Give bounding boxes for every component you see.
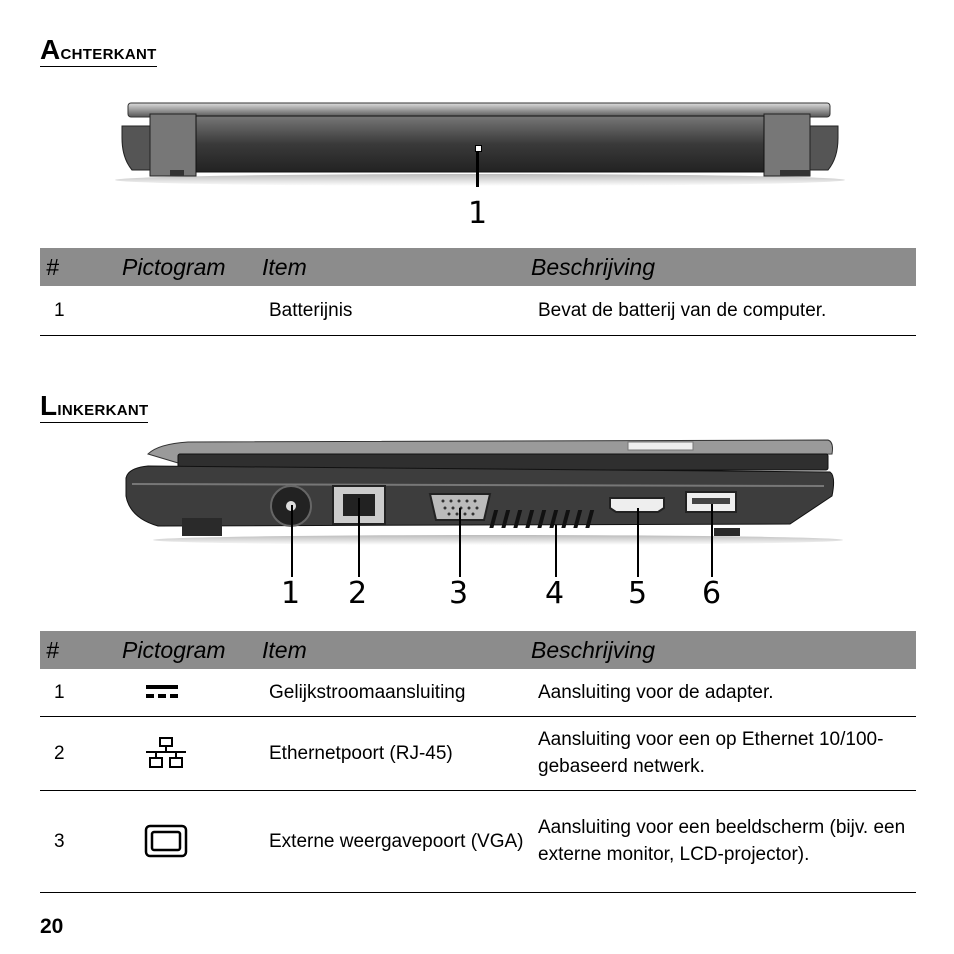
row-num: 2: [40, 716, 122, 790]
callout-line: [291, 505, 293, 577]
row-item: Externe weergavepoort (VGA): [262, 790, 531, 892]
section-title-achterkant: Achterkant: [40, 34, 157, 65]
page-number: 20: [40, 915, 64, 938]
header-item: Item: [262, 248, 531, 286]
table-header-row: [40, 631, 916, 669]
row-num: 3: [40, 790, 122, 892]
row-num: 1: [40, 286, 122, 335]
header-num: #: [40, 631, 122, 669]
row-item: Gelijkstroomaansluiting: [262, 669, 531, 716]
row-item: Ethernetpoort (RJ-45): [262, 716, 531, 790]
callout-number: 4: [545, 576, 565, 611]
callout-line: [358, 498, 360, 577]
table-row: [40, 669, 916, 716]
left-view-illustration: [118, 436, 848, 546]
row-icon: [122, 716, 262, 790]
row-desc: Aansluiting voor de adapter.: [531, 669, 916, 716]
row-icon: [122, 286, 262, 335]
callout-number: 2: [348, 576, 368, 611]
table-row: [40, 286, 916, 335]
header-pictogram: Pictogram: [122, 631, 262, 669]
table-row: [40, 790, 916, 892]
callout-number: 3: [449, 576, 469, 611]
callout-number: 1: [468, 196, 488, 231]
left-table: [40, 631, 916, 893]
table-header-row: [40, 248, 916, 286]
callout-marker: [475, 145, 482, 152]
callout-number: 1: [281, 576, 301, 611]
dc-in-icon: [144, 681, 180, 703]
row-item: Batterijnis: [262, 286, 531, 335]
callout-line: [637, 508, 639, 577]
row-icon: [122, 669, 262, 716]
row-desc: Bevat de batterij van de computer.: [531, 286, 916, 335]
callout-number: 6: [702, 576, 722, 611]
vga-icon: [144, 824, 188, 858]
callout-line: [711, 504, 713, 577]
row-icon: [122, 790, 262, 892]
header-num: #: [40, 248, 122, 286]
section-title-linkerkant: Linkerkant: [40, 390, 149, 421]
callout-line: [459, 508, 461, 577]
ethernet-icon: [144, 736, 188, 770]
row-num: 1: [40, 669, 122, 716]
callout-number: 5: [628, 576, 648, 611]
header-item: Item: [262, 631, 531, 669]
header-description: Beschrijving: [531, 631, 916, 669]
row-desc: Aansluiting voor een beeldscherm (bijv. een externe monitor, LCD-projector).: [531, 790, 916, 892]
callout-line: [555, 525, 557, 577]
rear-table: [40, 248, 916, 336]
header-pictogram: Pictogram: [122, 248, 262, 286]
header-description: Beschrijving: [531, 248, 916, 286]
row-desc: Aansluiting voor een op Ethernet 10/100-gebaseerd netwerk.: [531, 716, 916, 790]
table-row: [40, 716, 916, 790]
